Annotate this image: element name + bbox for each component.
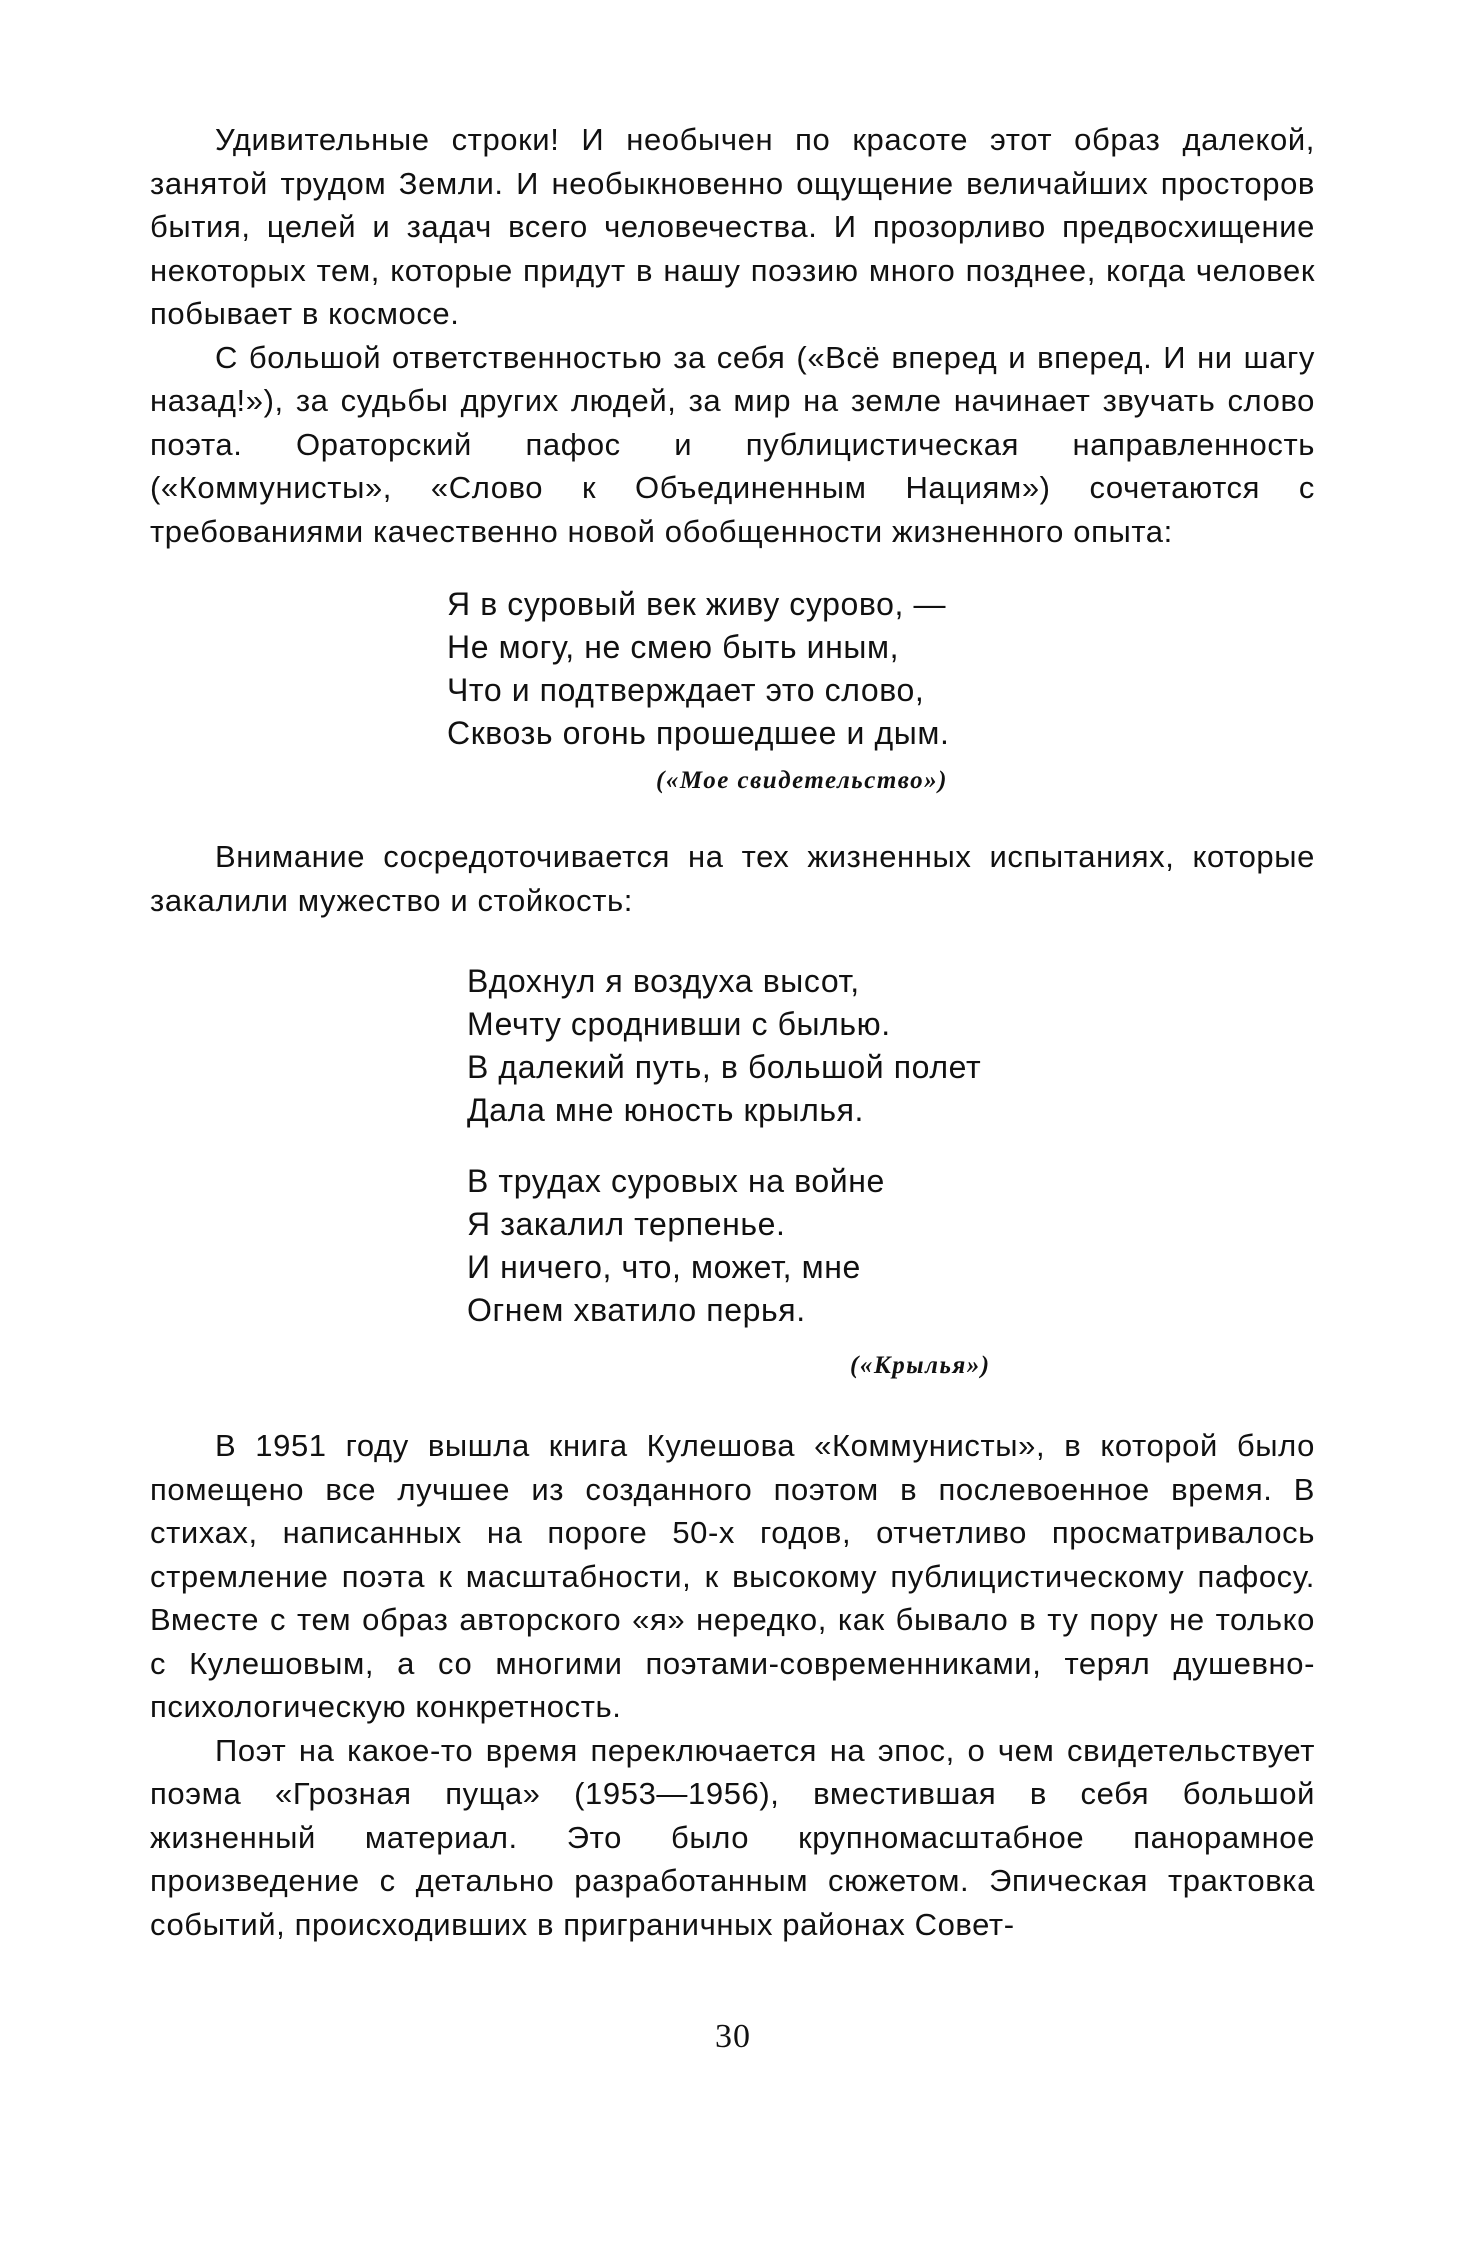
- paragraph-2: С большой ответственностью за себя («Всё вперед и вперед. И ни шагу назад!»), за судьбы других людей, за мир на земле начинает звучать слово поэта. Ораторский пафос и публицистическая направленность («Коммунисты», «Слово к Объединенным Нациям») сочетаются с требованиями качественно новой обобщенности жизненного опыта:: [150, 339, 1315, 549]
- paragraph-4: В 1951 году вышла книга Кулешова «Коммунисты», в которой было помещено все лучшее из созданного поэтом в послевоенное время. В стихах, написанных на пороге 50-х годов, отчетливо просматривалось стремление поэта к масштабности, к высокому публицистическому пафосу. Вместе с тем образ авторского «я» нередко, как бывало в ту пору не только с Кулешовым, а со многими поэтами-современниками, терял душевно-психологическую конкретность.: [150, 1428, 1315, 1724]
- verse-source-2: («Крылья»): [850, 1352, 991, 1379]
- verse-line: Что и подтверждает это слово,: [447, 672, 925, 708]
- paragraph-5: Поэт на какое-то время переключается на эпос, о чем свидетельствует поэма «Грозная пуща» (1953—1956), вместившая в себя большой жизненный материал. Это было крупномасштабное панорамное произведение с детально разработанным сюжетом. Эпическая трактовка событий, происходивших в приграничных районах Совет-: [150, 1732, 1315, 1942]
- paragraph-1: Удивительные строки! И необычен по красоте этот образ далекой, занятой трудом Земли. И необыкновенно ощущение величайших просторов бытия, целей и задач всего человечества. И прозорливо предвосхищение некоторых тем, которые придут в нашу поэзию много позднее, когда человек побывает в космосе.: [150, 122, 1315, 331]
- verse-line: Сквозь огонь прошедшее и дым.: [447, 715, 950, 751]
- verse-stanza-2: [467, 960, 1315, 1132]
- verse-line: Вдохнул я воздуха высот,: [467, 963, 860, 999]
- page-body: [150, 118, 1315, 1946]
- verse-stanza-1: [447, 583, 1315, 755]
- paragraph-3: Внимание сосредоточивается на тех жизненных испытаниях, которые закалили мужество и стойкость:: [150, 839, 1315, 918]
- verse-stanza-3: [467, 1160, 1315, 1332]
- verse-line: Огнем хватило перья.: [467, 1292, 806, 1328]
- verse-line: И ничего, что, может, мне: [467, 1249, 861, 1285]
- verse-line: Я закалил терпенье.: [467, 1206, 786, 1242]
- verse-line: Я в суровый век живу сурово, —: [447, 586, 947, 622]
- verse-line: Не могу, не смею быть иным,: [447, 629, 900, 665]
- verse-line: В трудах суровых на войне: [467, 1163, 885, 1199]
- verse-line: В далекий путь, в большой полет: [467, 1049, 982, 1085]
- verse-line: Дала мне юность крылья.: [467, 1092, 865, 1128]
- verse-line: Мечту сроднивши с былью.: [467, 1006, 891, 1042]
- page-number: 30: [715, 2018, 751, 2055]
- verse-source-1: («Мое свидетельство»): [656, 767, 948, 794]
